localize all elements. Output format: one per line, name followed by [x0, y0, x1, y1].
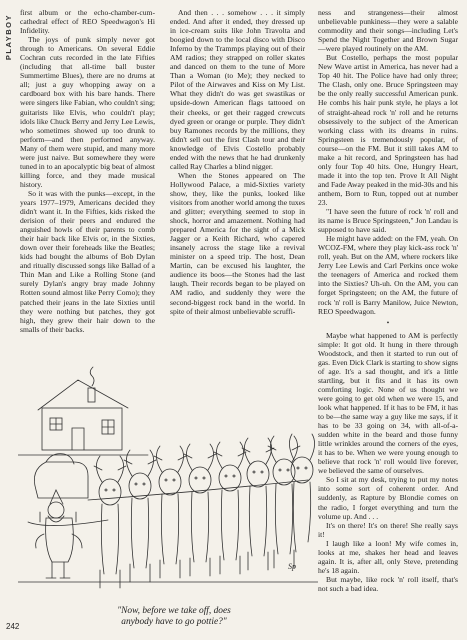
paragraph: But maybe, like rock 'n' roll itself, that's not such a bad idea. — [318, 574, 458, 593]
paragraph: He might have added: on the FM, yeah. On WCOZ-FM, where they play kick-ass rock 'n' roll, yeah. But on the AM, where rockers like Jerry Lee Lewis and Carl Perkins once woke the teenagers of America and rocked them into the Sixties? Uh-uh. On the AM, you can forget Springsteen; on the AM, the future of rock 'n' roll is Barry Manilow, Juice Newton, REO Speedwagon. — [318, 234, 458, 316]
reindeer-1 — [94, 456, 126, 588]
cartoon-illustration — [18, 350, 318, 600]
paragraph: So I sit at my desk, trying to put my notes into some sort of coherent order. And suddenly, as Rapture by Blondie comes on the radio, I forget everything and turn the volume up. And . . . — [318, 475, 458, 521]
reindeer-6 — [242, 438, 274, 570]
reindeer-8 — [289, 434, 314, 552]
reindeer-3 — [154, 446, 186, 578]
paragraph: When the Stones appeared on The Hollywood Palace, a mid-Sixties variety show, they, like the punks, looked like visitors from another world among the tuxes and glitter; everything seemed to stop in shock, horror and amazement. Nothing had prepared America for the sight of a Mick Jagger or a Keith Richard, who capered insanely across the stage like a revival minister on a speed trip. The host, Dean Martin, can be excused his laughter, the audience its boos—the Stones had the last laugh. Their records began to be played on AM radio, and suddenly they were the second-biggest rock band in the world. In spite of their almost unbelievable scruffi- — [170, 170, 305, 316]
paragraph: So it was with the punks—except, in the years 1977–1979, Americans decided they didn't want it. In the Fifties, kids risked the derision of their peers and endured the anguished howls of their parents to comb their hair back like Elvis or, in the Sixties, down over their foreheads like the Beatles; kids had bought the albums of Bob Dylan and ritually discussed songs like Ballad of a Thin Man and Like a Rolling Stone (and surely Dylan's angry bray made Johnny Rotten sound almost like Perry Como); they patched their jeans in the late Sixties until they were nothing but patches, they got high, they grew their hair down to the smalls of their backs. — [20, 188, 155, 334]
text-column-1 — [20, 8, 155, 334]
paragraph: It's on there! It's on there! She really says it! — [318, 520, 458, 539]
paragraph: But Costello, perhaps the most popular New Wave artist in America, has never had a Top 40 hit. The Police have had only three; The Clash, only one. Bruce Springsteen may be the only really successful American punk. He combs his hair punk style, he plays a lot of straight-ahead rock 'n' roll and he returns obsessively to the subject of the American working class with its dreams in ruins. Springsteen is tremendously popular, of course—on the FM. But it still takes AM to make a hit record, and Springsteen has had only four Top 40 hits. One, Hungry Heart, made it into the top ten. Prove It All Night and Fade Away peaked in the mid-30s and his anthem, Born to Run, topped out at number 23. — [318, 53, 458, 207]
cartoon-caption — [24, 606, 324, 628]
paragraph: "I have seen the future of rock 'n' roll and its name is Bruce Springsteen," Jon Landau is supposed to have said. — [318, 207, 458, 235]
paragraph: first album or the echo-chamber-cum-cathedral effect of REO Speedwagon's Hi Infidelity. — [20, 8, 155, 36]
magazine-spine-title: PLAYBOY — [4, 14, 13, 61]
page-number: 242 — [6, 622, 20, 631]
caption-line-1: "Now, before we take off, does — [117, 606, 231, 616]
paragraph: ness and strangeness—their almost unbelievable punkiness—they were a salable commodity and their songs—including Let's Spend the Night Together and Brown Sugar—were played routinely on the AM. — [318, 8, 458, 54]
text-column-2 — [170, 8, 305, 356]
house-drawing — [18, 367, 148, 455]
text-column-3 — [318, 8, 458, 593]
paragraph: The joys of punk simply never got through to Americans. On several Eddie Cochran cuts recorded in the late Fifties (including that all-time ball buster Summertime Blues), there are no drums at all; just a guy whopping away on a cardboard box with his bare hands. There were singers like Fabian, who couldn't sing; guitarists like Elvis, who couldn't play; idols like Chuck Berry and Jerry Lee Lewis, who sometimes showed up too drunk to perform—and then performed anyway. Many of them were stupid, and many more were just naive. But somewhere they were tuned in to an apocalyptic big beat of almost killing force, and they made musical history. — [20, 35, 155, 189]
santa-drawing — [36, 490, 82, 578]
artist-signature: Sp — [288, 562, 296, 571]
caption-line-2: anybody have to go pottie?" — [121, 617, 227, 627]
paragraph: Maybe what happened to AM is perfectly simple: It got old. It hung in there through Woodstock, and then it started to run out of gas. Even Dick Clark is starting to show signs of age. It's a sad thought, and it's a little startling, but it fits and it has its own comforting logic. None of us thought we were going to get old when we were 15, and look what happened. If it has to be FM, it has to be—the same way a guy like me says, if it has to be 33 going on 34, with all-of-a-sudden white in the beard and those funny little wrinkles around the corners of the eyes, it has to be. When we were young enough to believe that rock 'n' roll would live forever, we believed the same of ourselves. — [318, 330, 458, 476]
reindeer-4 — [184, 444, 216, 576]
paragraph: I laugh like a loon! My wife comes in, looks at me, shakes her head and leaves again. It is, after all, only Steve, pretending he's 18 again. — [318, 538, 458, 575]
sleigh-drawing — [28, 454, 108, 526]
paragraph: And then . . . somehow . . . it simply ended. And after it ended, they dressed up in ice-cream suits like John Travolta and boogied down to the local disco with Disco Inferno by the Trammps playing out of their AM radios; they strapped on roller skates and danced on them to the tune of More Than a Woman (to Me); they necked to Pilot of the Airwaves and Kiss on My List. What they didn't do was get swastikas or upside-down American flags tattooed on their cheeks, or get their ragged crewcuts dyed green or orange or purple. They didn't buy Ramones records by the millions, they didn't sell out the first Clash tour and their knowledge of Elvis Costello probably ended with the news that he had drunkenly called Ray Charles a blind nigger. — [170, 8, 305, 171]
reindeer-5 — [214, 442, 246, 574]
section-separator: • — [386, 318, 390, 327]
reindeer-group — [94, 434, 315, 588]
reindeer-2 — [124, 450, 156, 582]
